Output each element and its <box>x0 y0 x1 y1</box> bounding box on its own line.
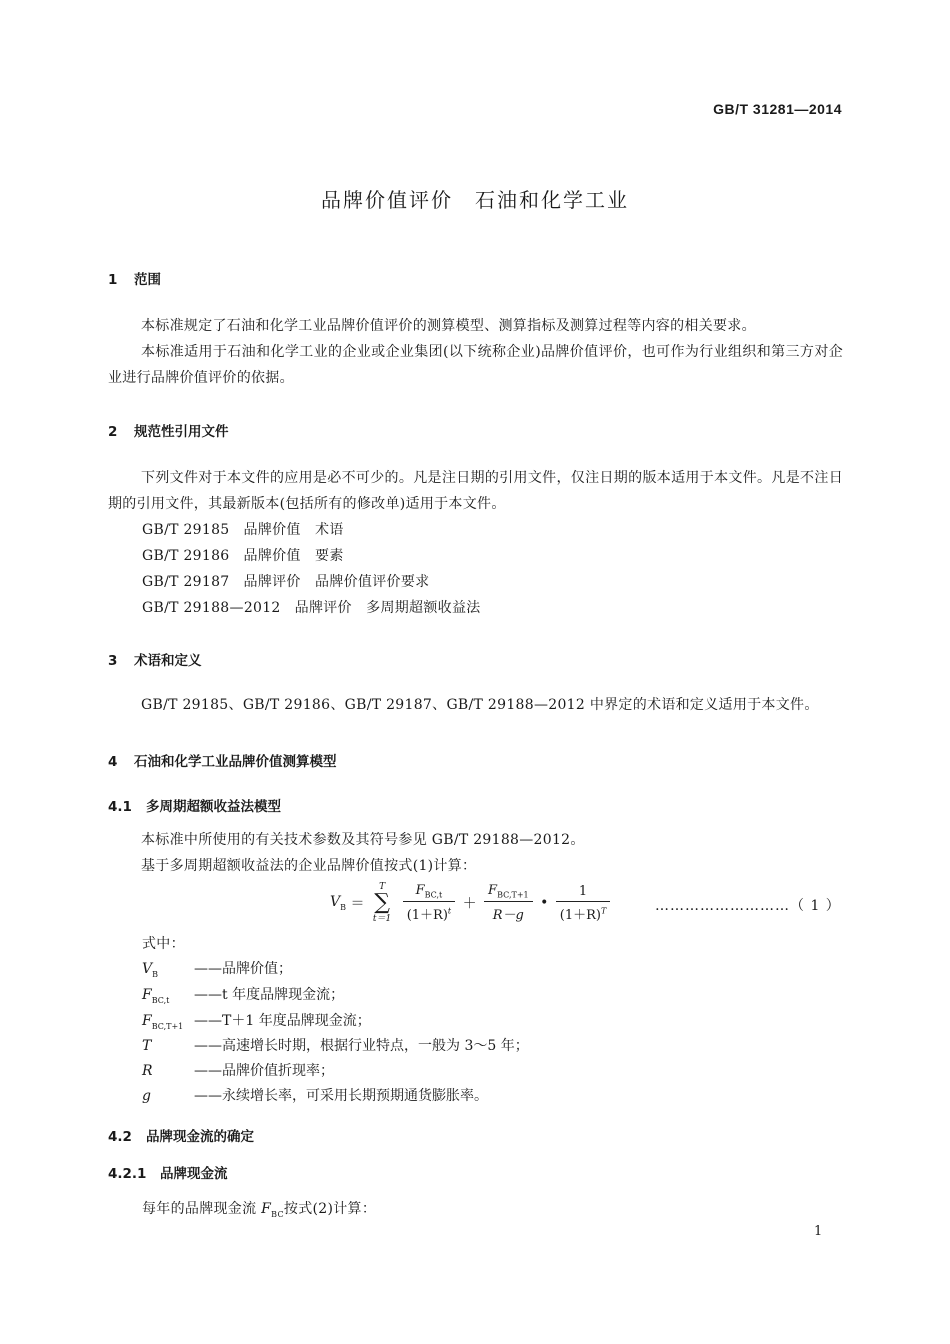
section-1-heading <box>108 268 161 288</box>
fraction-term-2: $\frac{F_{BC,T+1}}{R-g}$ <box>484 883 533 924</box>
section-number: 2 <box>108 424 118 440</box>
section-2-heading <box>108 420 229 440</box>
section-number: 3 <box>108 653 118 669</box>
section-3-heading <box>108 649 202 669</box>
reference-item: GB/T 29186 品牌价值 要素 <box>142 548 344 564</box>
section-number: 4 <box>108 754 118 770</box>
paragraph: GB/T 29185、GB/T 29186、GB/T 29187、GB/T 29188—2012 中界定的术语和定义适用于本文件。 <box>141 697 819 713</box>
subsection-4-2-heading <box>108 1125 254 1145</box>
equals-sign: ＝ <box>350 896 365 912</box>
section-title: 术语和定义 <box>134 653 202 669</box>
section-title: 品牌现金流的确定 <box>146 1129 254 1145</box>
section-4-heading <box>108 750 337 770</box>
section-number: 1 <box>108 272 118 288</box>
formula-lhs: $V_B$ <box>330 894 347 912</box>
variable-definition: T ——高速增长时期，根据行业特点，一般为 3～5 年； <box>142 1038 529 1054</box>
section-title: 规范性引用文件 <box>134 424 229 440</box>
reference-item: GB/T 29185 品牌价值 术语 <box>142 522 344 538</box>
paragraph: 本标准规定了石油和化学工业品牌价值评价的测算模型、测算指标及测算过程等内容的相关要求。 <box>141 318 756 334</box>
variable-definition: $V_B$ ——品牌价值； <box>142 961 292 979</box>
paragraph: 下列文件对于本文件的应用是必不可少的。凡是注日期的引用文件，仅注日期的版本适用于本文件。凡是不注日期的引用文件，其最新版本(包括所有的修改单)适用于本文件。 <box>108 470 843 512</box>
variable-definition: $F_{BC,t}$ ——t 年度品牌现金流； <box>142 987 345 1005</box>
paragraph: 基于多周期超额收益法的企业品牌价值按式(1)计算： <box>141 858 477 874</box>
variable-definition: g ——永续增长率，可采用长期预期通货膨胀率。 <box>142 1088 488 1104</box>
section-title: 品牌现金流 <box>160 1166 228 1182</box>
subsection-4-2-1-heading <box>108 1162 228 1182</box>
variable-definition: R ——品牌价值折现率； <box>142 1063 334 1079</box>
standard-number: GB/T 31281—2014 <box>713 101 842 117</box>
equation-number: ………………………（ 1 ） <box>655 898 841 914</box>
section-number: 4.2 <box>108 1129 132 1145</box>
formula-1 <box>330 882 613 926</box>
document-title: 品牌价值评价 石油和化学工业 <box>321 188 629 212</box>
multiply-dot: • <box>540 895 549 911</box>
plus-sign: ＋ <box>462 896 477 912</box>
page-number: 1 <box>814 1224 823 1239</box>
fraction-term-3: $\frac{1}{(1+R)^T}$ <box>556 884 611 923</box>
paragraph: 本标准中所使用的有关技术参数及其符号参见 GB/T 29188—2012。 <box>141 832 585 848</box>
summation: T ∑ t＝1 <box>372 882 392 924</box>
reference-item: GB/T 29187 品牌评价 品牌价值评价要求 <box>142 574 430 590</box>
reference-item: GB/T 29188—2012 品牌评价 多周期超额收益法 <box>142 600 481 616</box>
section-number: 4.1 <box>108 799 132 815</box>
where-label: 式中： <box>142 936 185 952</box>
section-title: 多周期超额收益法模型 <box>146 799 281 815</box>
section-title: 石油和化学工业品牌价值测算模型 <box>134 754 337 770</box>
section-title: 范围 <box>134 272 161 288</box>
paragraph: 本标准适用于石油和化学工业的企业或企业集团(以下统称企业)品牌价值评价，也可作为行业组织和第三方对企业进行品牌价值评价的依据。 <box>108 344 843 386</box>
section-number: 4.2.1 <box>108 1166 147 1182</box>
subsection-4-1-heading <box>108 795 281 815</box>
variable-definition: $F_{BC,T+1}$ ——T＋1 年度品牌现金流； <box>142 1013 371 1031</box>
paragraph: 每年的品牌现金流 $F_{BC}$按式(2)计算： <box>142 1201 377 1219</box>
fraction-term-1: $\frac{F_{BC,t}}{(1+R)^t}$ <box>403 883 455 924</box>
